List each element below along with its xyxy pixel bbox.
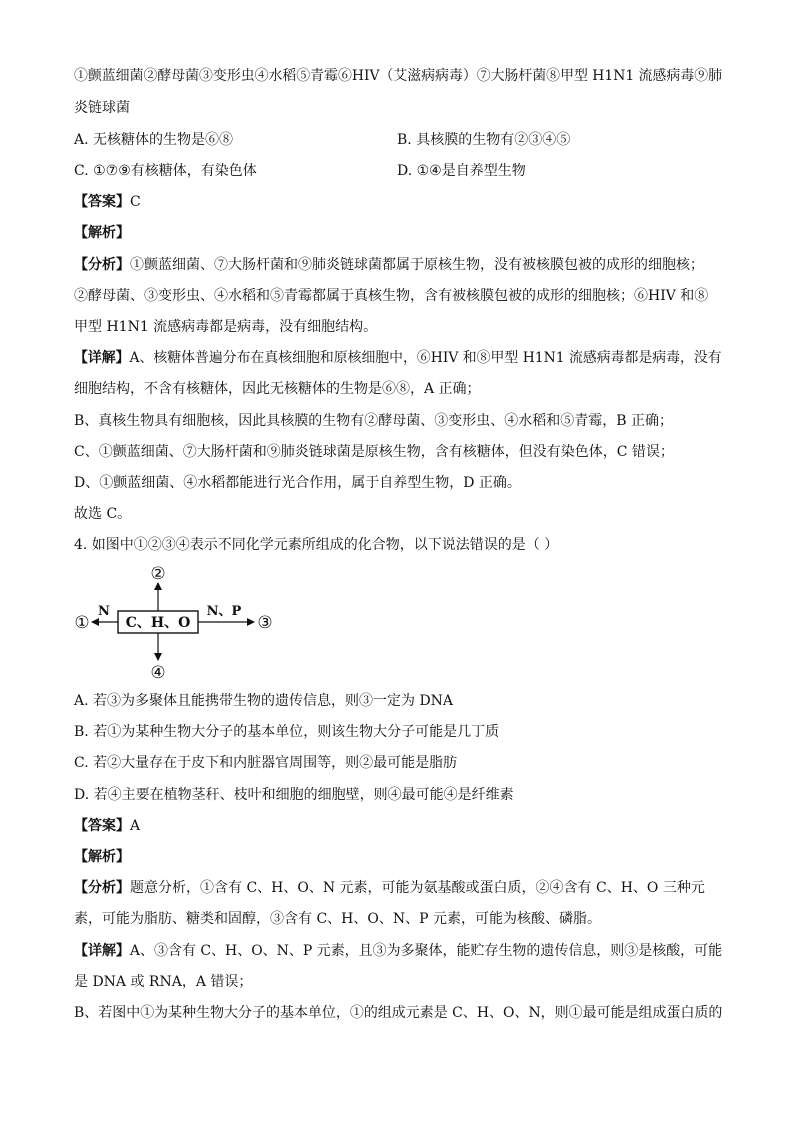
q3-option-a: A. 无核糖体的生物是⑥⑧	[74, 132, 234, 148]
node-2: ②	[150, 564, 166, 584]
q4-detail-line-2: 是 DNA 或 RNA，A 错误；	[74, 974, 253, 990]
node-1: ①	[74, 613, 90, 633]
q4-option-c: C. 若②大量存在于皮下和内脏器官周围等，则②最可能是脂肪	[74, 755, 458, 771]
answer-tag: 【答案】	[74, 194, 130, 210]
q3-jiexi-heading: 【解析】	[74, 225, 130, 241]
q3-detail-line-2: 细胞结构，不含有核糖体，因此无核糖体的生物是⑥⑧，A 正确；	[74, 381, 481, 397]
analysis-tag: 【分析】	[74, 880, 130, 896]
q4-answer	[74, 816, 140, 836]
detail-text: A、③含有 C、H、O、N、P 元素，且③为多聚体，能贮存生物的遗传信息，则③是核酸，可能	[129, 943, 723, 959]
q3-option-d: D. ①④是自养型生物	[397, 163, 526, 179]
analysis-text: 题意分析，①含有 C、H、O、N 元素，可能为氨基酸或蛋白质，②④含有 C、H、O 三种元	[130, 880, 705, 896]
q3-detail-line-4: C、①颤蓝细菌、⑦大肠杆菌和⑨肺炎链球菌是原核生物，含有核糖体，但没有染色体，C 错误；	[74, 444, 674, 460]
q3-stem-line-2: 炎链球菌	[74, 100, 130, 116]
q3-detail-line-3: B、真核生物具有细胞核，因此具核膜的生物有②酵母菌、③变形虫、④水稻和⑤青霉，B 正确；	[74, 413, 674, 429]
node-4: ④	[150, 663, 166, 683]
answer-value: C	[130, 194, 141, 210]
q4-analysis-line-2: 素，可能为脂肪、糖类和固醇，③含有 C、H、O、N、P 元素，可能为核酸、磷脂。	[74, 911, 601, 927]
box-label: C、H、O	[125, 615, 191, 631]
q4-analysis-line-1	[74, 878, 705, 898]
answer-tag: 【答案】	[74, 818, 130, 834]
q3-analysis-line-3: 甲型 H1N1 流感病毒都是病毒，没有细胞结构。	[74, 319, 378, 335]
q3-detail-line-1	[74, 348, 722, 368]
q4-option-a: A. 若③为多聚体且能携带生物的遗传信息，则③一定为 DNA	[74, 693, 454, 709]
left-element-label: N	[98, 604, 110, 619]
q3-analysis-line-1	[74, 255, 704, 275]
q3-analysis-line-2: ②酵母菌、③变形虫、④水稻和⑤青霉都属于真核生物，含有被核膜包被的成形的细胞核；⑥HIV 和⑧	[74, 288, 709, 304]
q4-option-b: B. 若①为某种生物大分子的基本单位，则该生物大分子可能是几丁质	[74, 724, 500, 740]
q3-option-c: C. ①⑦⑨有核糖体，有染色体	[74, 163, 257, 179]
q3-option-b: B. 具核膜的生物有②③④⑤	[397, 132, 571, 148]
q3-detail-line-5: D、①颤蓝细菌、④水稻都能进行光合作用，属于自养型生物，D 正确。	[74, 475, 521, 491]
analysis-tag: 【分析】	[74, 257, 130, 273]
detail-tag: 【详解】	[74, 943, 130, 959]
q4-detail-line-1	[74, 941, 722, 961]
detail-tag: 【详解】	[74, 350, 130, 366]
detail-text: A、核糖体普遍分布在真核细胞和原核细胞中，⑥HIV 和⑧甲型 H1N1 流感病毒都是病毒，没有	[129, 350, 722, 366]
question-4-stem: 4. 如图中①②③④表示不同化学元素所组成的化合物，以下说法错误的是（ ）	[74, 537, 559, 553]
node-3: ③	[257, 613, 273, 633]
q4-detail-line-3: B、若图中①为某种生物大分子的基本单位，①的组成元素是 C、H、O、N，则①最可能是组成蛋白质的	[74, 1005, 723, 1021]
q4-jiexi-heading: 【解析】	[74, 849, 130, 865]
right-element-label: N、P	[206, 604, 242, 619]
q4-option-d: D. 若④主要在植物茎秆、枝叶和细胞的细胞壁，则④最可能④是纤维素	[74, 787, 514, 803]
q3-stem-line-1: ①颤蓝细菌②酵母菌③变形虫④水稻⑤青霉⑥HIV（艾滋病病毒）⑦大肠杆菌⑧甲型 H1N1 流感病毒⑨肺	[74, 68, 723, 84]
q3-answer	[74, 192, 141, 212]
element-composition-diagram	[74, 562, 314, 684]
q3-detail-line-6: 故选 C。	[74, 506, 132, 522]
analysis-text: ①颤蓝细菌、⑦大肠杆菌和⑨肺炎链球菌都属于原核生物，没有被核膜包被的成形的细胞核；	[130, 257, 704, 273]
answer-value: A	[130, 818, 141, 834]
